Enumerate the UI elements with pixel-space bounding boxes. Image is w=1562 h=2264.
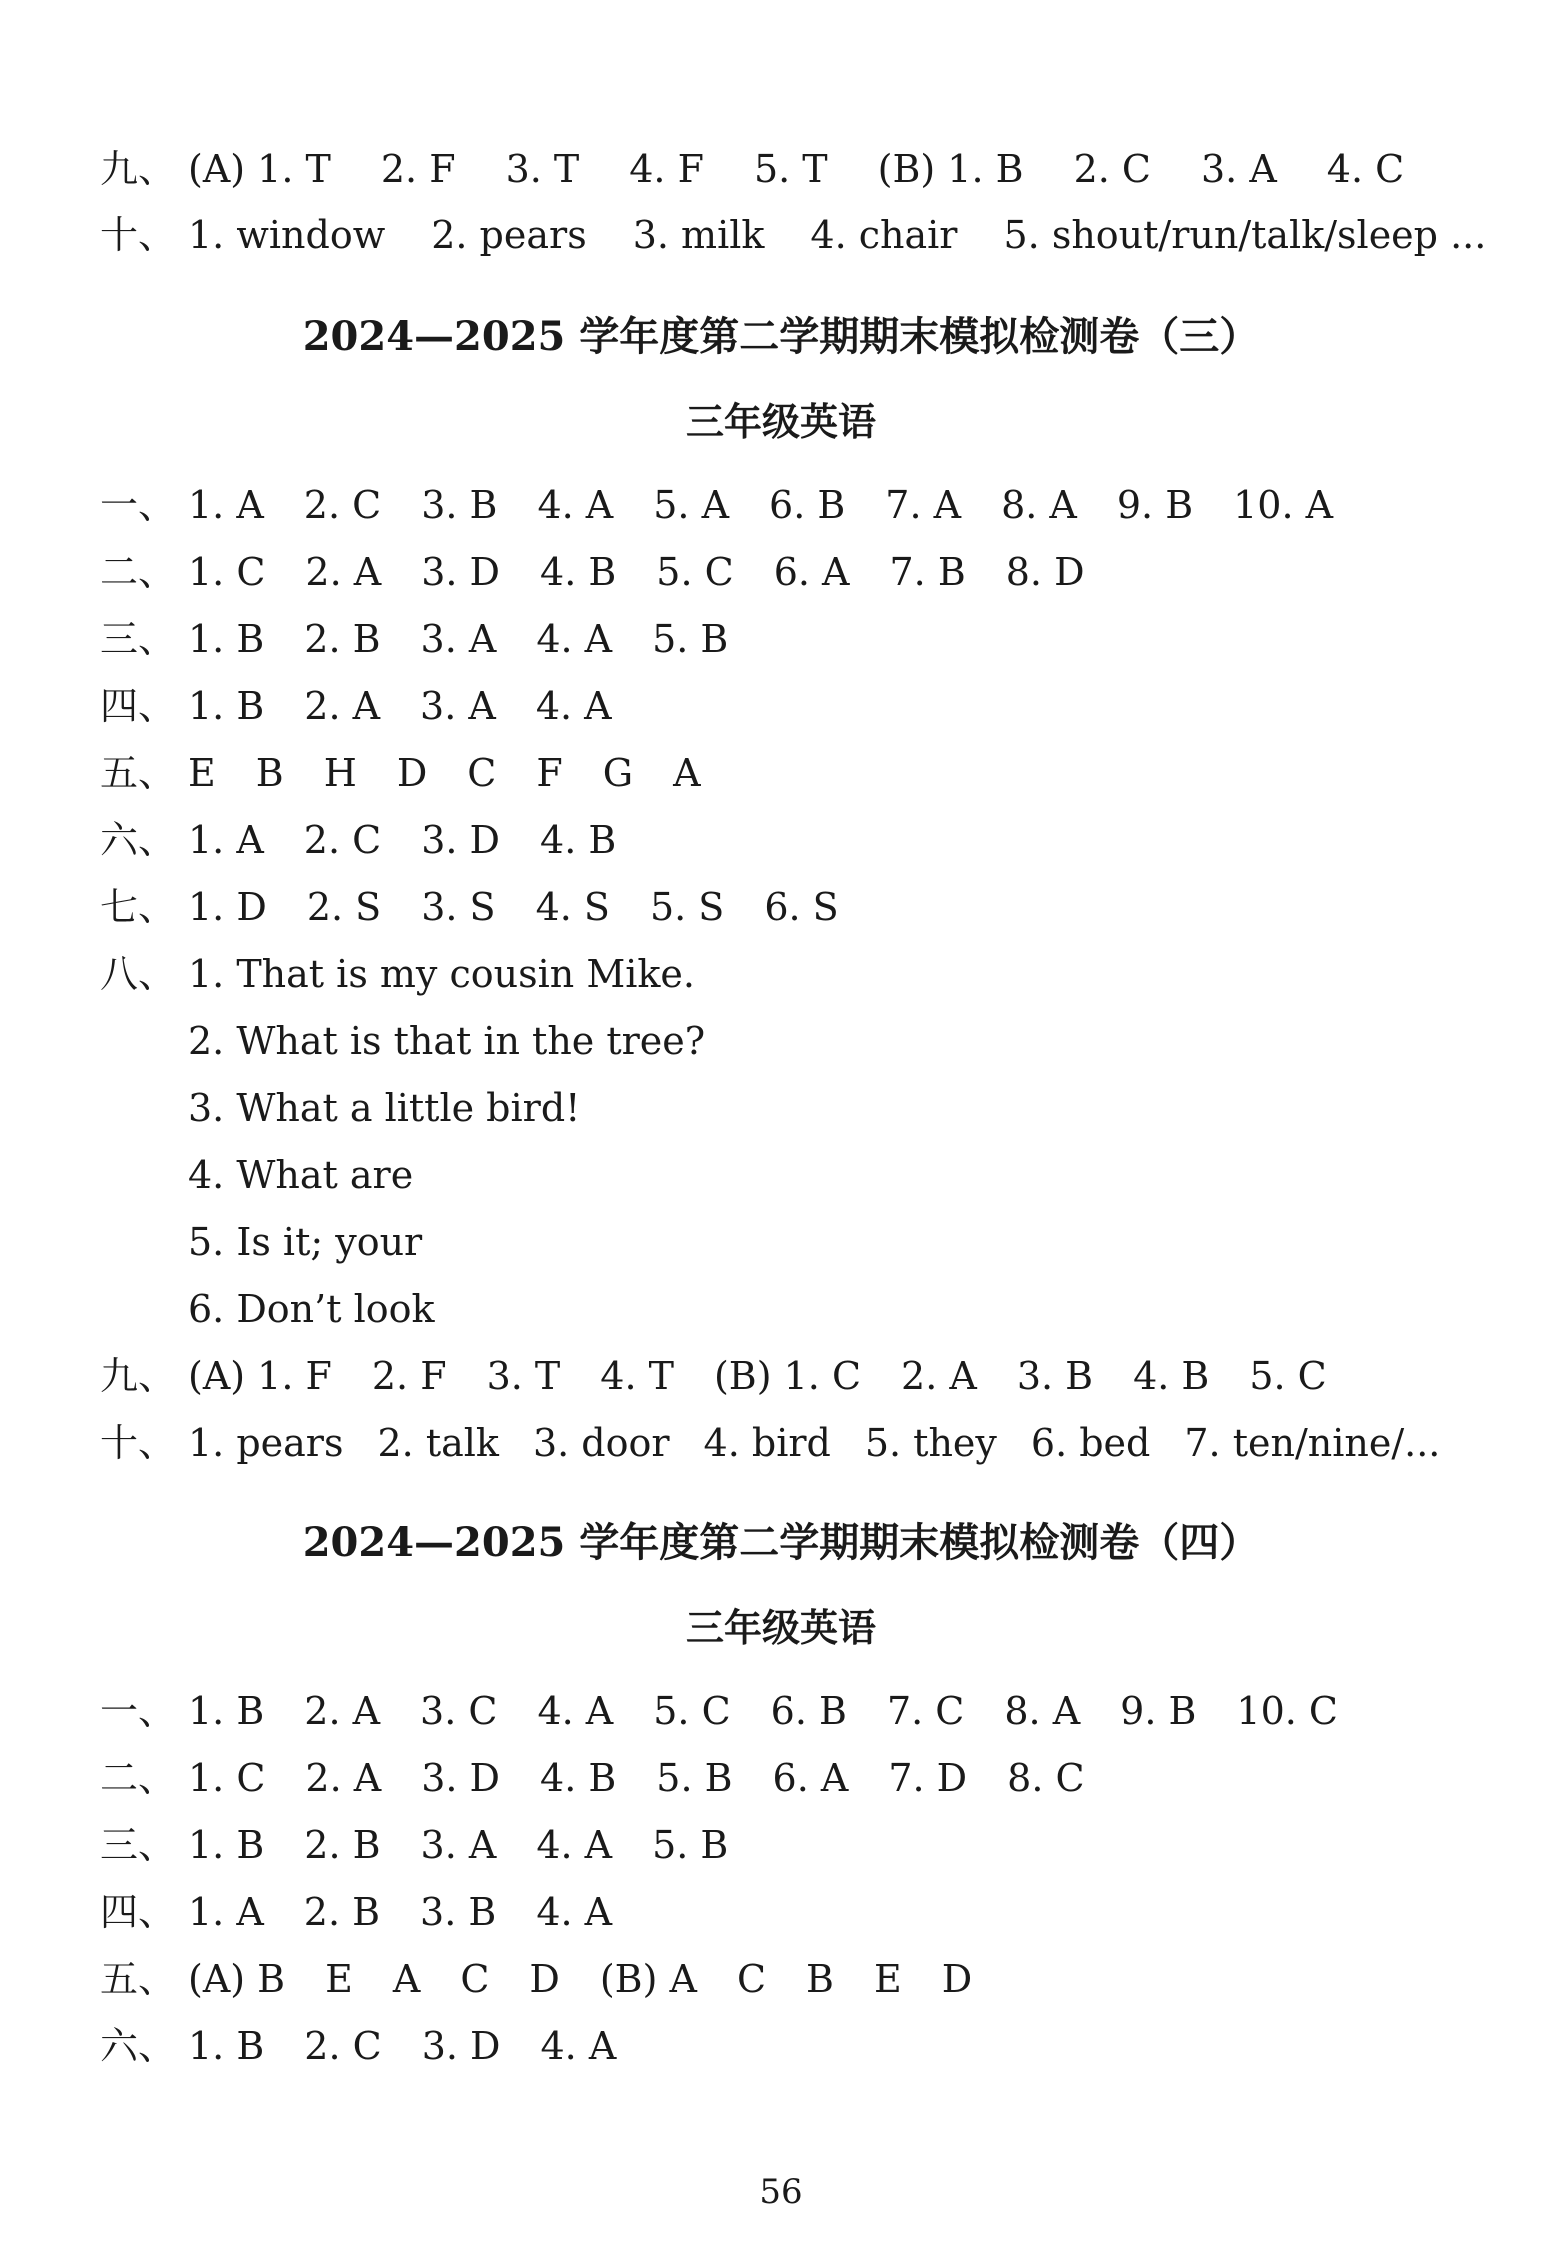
answer-row-four bbox=[100, 1887, 652, 1937]
answer-items bbox=[188, 882, 879, 932]
answer-item: 5. B bbox=[652, 617, 729, 661]
answer-item: E bbox=[873, 1957, 902, 2001]
answer-item: 3. B bbox=[420, 1890, 497, 1934]
row-label: 七、 bbox=[100, 885, 177, 929]
answer-row-seven bbox=[100, 882, 879, 932]
answer-item: 2. talk bbox=[377, 1421, 499, 1465]
answer-item: 3. B bbox=[421, 483, 498, 527]
answer-item: 2. pears bbox=[431, 213, 587, 257]
answer-item: 5. C bbox=[656, 550, 734, 594]
answer-item: 10. C bbox=[1236, 1689, 1338, 1733]
answer-item: 6. A bbox=[773, 550, 850, 594]
row-label: 一、 bbox=[100, 1689, 177, 1733]
answer-item: 4. A bbox=[540, 2024, 617, 2068]
answer-row-three bbox=[100, 614, 768, 664]
answer-item: 2. A bbox=[305, 550, 382, 594]
answer-row-two bbox=[100, 547, 1125, 597]
answer-item: (A) 1. T bbox=[188, 147, 331, 191]
answer-item: 7. C bbox=[886, 1689, 965, 1733]
answer-item: 1. C bbox=[188, 1756, 266, 1800]
answer-items bbox=[188, 547, 1125, 597]
answer-item: A bbox=[673, 751, 701, 795]
answer-item: 5. C bbox=[653, 1689, 731, 1733]
answer-item: 2. A bbox=[901, 1354, 977, 1398]
answer-items bbox=[188, 210, 1532, 260]
answer-item: (B) 1. C bbox=[713, 1354, 862, 1398]
answer-item: 3. A bbox=[420, 617, 497, 661]
row-label: 一、 bbox=[100, 483, 177, 527]
answer-item: 5. T bbox=[753, 147, 828, 191]
answer-item: 3. D bbox=[421, 818, 501, 862]
answer-items bbox=[188, 681, 652, 731]
row-label: 十、 bbox=[100, 213, 177, 257]
row-label: 八、 bbox=[100, 952, 177, 996]
answer-item: 7. ten/nine/... bbox=[1184, 1421, 1441, 1465]
answer-sentence: 3. What a little bird! bbox=[188, 1086, 581, 1130]
answer-row-ten bbox=[100, 1418, 1474, 1468]
answer-item: 5. B bbox=[652, 1823, 729, 1867]
answer-item: 2. C bbox=[303, 818, 382, 862]
answer-item: 5. they bbox=[864, 1421, 997, 1465]
answer-item: 6. B bbox=[769, 483, 846, 527]
answer-item: 4. A bbox=[537, 483, 614, 527]
answer-item: 8. A bbox=[1001, 483, 1077, 527]
answer-item: 3. B bbox=[1016, 1354, 1094, 1398]
answer-item: C bbox=[467, 751, 497, 795]
answer-item: 1. B bbox=[188, 2024, 265, 2068]
answer-item: 4. A bbox=[535, 684, 612, 728]
answer-item: 4. A bbox=[537, 1689, 614, 1733]
answer-item: D bbox=[396, 751, 428, 795]
row-label: 四、 bbox=[100, 1890, 177, 1934]
answer-item: 3. door bbox=[532, 1421, 670, 1465]
answer-item: E bbox=[325, 1957, 353, 2001]
answer-item: 9. B bbox=[1120, 1689, 1197, 1733]
answer-item: 3. D bbox=[421, 2024, 501, 2068]
answer-item: 2. F bbox=[380, 147, 456, 191]
answer-row-eight bbox=[100, 949, 695, 999]
answer-item: 4. C bbox=[1326, 147, 1405, 191]
answer-sentence: 6. Don’t look bbox=[188, 1287, 435, 1331]
answer-item: 2. C bbox=[1073, 147, 1151, 191]
answer-items bbox=[188, 1753, 1125, 1803]
answer-item: 3. T bbox=[486, 1354, 561, 1398]
answer-item: 3. A bbox=[420, 684, 496, 728]
answer-item: 2. B bbox=[304, 617, 381, 661]
answer-item: 8. D bbox=[1005, 550, 1085, 594]
answer-item: (A) B bbox=[188, 1957, 286, 2001]
answer-item: 3. D bbox=[421, 1756, 501, 1800]
answer-item: 1. A bbox=[188, 818, 264, 862]
exam-title: 2024—2025 学年度第二学期期末模拟检测卷（四） bbox=[302, 1519, 1260, 1566]
row-label: 十、 bbox=[100, 1421, 177, 1465]
answer-item: H bbox=[323, 751, 357, 795]
answer-items bbox=[188, 1954, 1012, 2004]
answer-items bbox=[188, 1351, 1367, 1401]
answer-item: 6. S bbox=[764, 885, 839, 929]
answer-row-one bbox=[100, 1686, 1378, 1736]
answer-item: (B) 1. B bbox=[877, 147, 1024, 191]
answer-item: 7. A bbox=[885, 483, 962, 527]
row-label: 三、 bbox=[100, 617, 177, 661]
answer-item: E bbox=[188, 751, 216, 795]
answer-item: 2. F bbox=[371, 1354, 447, 1398]
answer-item: (B) A bbox=[599, 1957, 697, 2001]
answer-item: 5. A bbox=[653, 483, 730, 527]
row-label: 九、 bbox=[100, 1354, 177, 1398]
exam-title: 2024—2025 学年度第二学期期末模拟检测卷（三） bbox=[302, 313, 1260, 360]
answer-items bbox=[188, 748, 741, 798]
answer-item: 6. A bbox=[772, 1756, 849, 1800]
answer-item: 4. B bbox=[540, 1756, 617, 1800]
answer-row-six bbox=[100, 2021, 656, 2071]
answer-item: 7. B bbox=[889, 550, 966, 594]
answer-item: 1. window bbox=[188, 213, 386, 257]
row-label: 二、 bbox=[100, 1756, 177, 1800]
answer-item: 4. bird bbox=[703, 1421, 831, 1465]
answer-item: 4. S bbox=[535, 885, 610, 929]
answer-items bbox=[188, 614, 768, 664]
answer-items bbox=[188, 2021, 656, 2071]
answer-sentence: 1. That is my cousin Mike. bbox=[188, 952, 695, 996]
answer-item: 3. A bbox=[420, 1823, 497, 1867]
answer-item: 3. D bbox=[421, 550, 501, 594]
exam-subtitle: 三年级英语 bbox=[685, 399, 876, 444]
answer-item: 1. D bbox=[188, 885, 267, 929]
answer-item: C bbox=[460, 1957, 490, 2001]
row-label: 九、 bbox=[100, 147, 177, 191]
answer-item: 5. shout/run/talk/sleep ... bbox=[1003, 213, 1487, 257]
answer-item: 6. B bbox=[770, 1689, 847, 1733]
answer-items bbox=[188, 480, 1373, 530]
answer-item: 6. bed bbox=[1030, 1421, 1151, 1465]
answer-items bbox=[188, 815, 656, 865]
row-label: 六、 bbox=[100, 2024, 177, 2068]
answer-items bbox=[188, 1418, 1474, 1468]
answer-sentence: 5. Is it; your bbox=[188, 1220, 423, 1264]
answer-items bbox=[188, 1887, 652, 1937]
answer-item: 1. C bbox=[188, 550, 266, 594]
answer-item: B bbox=[255, 751, 284, 795]
answer-row-ten bbox=[100, 210, 1532, 260]
page-number: 56 bbox=[759, 2172, 803, 2212]
answer-item: B bbox=[806, 1957, 834, 2001]
answer-item: 8. A bbox=[1004, 1689, 1081, 1733]
answer-item: 2. A bbox=[305, 1756, 382, 1800]
answer-item: 1. B bbox=[188, 1823, 265, 1867]
answer-item: 5. S bbox=[649, 885, 725, 929]
answer-item: 8. C bbox=[1007, 1756, 1085, 1800]
answer-item: 4. B bbox=[540, 818, 617, 862]
answer-items bbox=[188, 1820, 768, 1870]
answer-items bbox=[188, 144, 1454, 194]
answer-item: 4. A bbox=[536, 617, 613, 661]
answer-item: 10. A bbox=[1233, 483, 1334, 527]
answer-row-five bbox=[100, 748, 741, 798]
answer-item: C bbox=[736, 1957, 767, 2001]
answer-item: 4. chair bbox=[810, 213, 958, 257]
answer-row-two bbox=[100, 1753, 1125, 1803]
answer-item: (A) 1. F bbox=[188, 1354, 332, 1398]
answer-item: 2. B bbox=[304, 1823, 381, 1867]
answer-item: 2. S bbox=[306, 885, 382, 929]
answer-item: 9. B bbox=[1116, 483, 1194, 527]
answer-item: 4. A bbox=[536, 1823, 613, 1867]
answer-item: 5. C bbox=[1249, 1354, 1327, 1398]
answer-item: 5. B bbox=[656, 1756, 733, 1800]
answer-row-nine bbox=[100, 1351, 1367, 1401]
answer-row-one bbox=[100, 480, 1373, 530]
answer-item: 1. A bbox=[188, 1890, 264, 1934]
answer-item: A bbox=[392, 1957, 421, 2001]
answer-row-nine bbox=[100, 144, 1454, 194]
answer-item: 1. pears bbox=[188, 1421, 344, 1465]
row-label: 六、 bbox=[100, 818, 177, 862]
row-label: 五、 bbox=[100, 751, 177, 795]
row-label: 二、 bbox=[100, 550, 177, 594]
answer-item: 1. B bbox=[188, 684, 265, 728]
answer-item: 3. A bbox=[1200, 147, 1277, 191]
answer-item: 2. A bbox=[304, 684, 381, 728]
answer-item: 2. C bbox=[303, 483, 382, 527]
answer-item: D bbox=[529, 1957, 560, 2001]
answer-row-six bbox=[100, 815, 656, 865]
answer-item: 7. D bbox=[888, 1756, 968, 1800]
answer-item: 2. C bbox=[304, 2024, 382, 2068]
exam-subtitle: 三年级英语 bbox=[685, 1605, 876, 1650]
answer-item: G bbox=[602, 751, 634, 795]
answer-item: 4. T bbox=[600, 1354, 674, 1398]
answer-item: 1. A bbox=[188, 483, 264, 527]
answer-item: 2. B bbox=[303, 1890, 381, 1934]
answer-item: 1. B bbox=[188, 617, 265, 661]
answer-item: 3. T bbox=[505, 147, 580, 191]
answer-sentence: 4. What are bbox=[188, 1153, 414, 1197]
answer-item: 3. C bbox=[420, 1689, 498, 1733]
answer-item: 4. A bbox=[536, 1890, 613, 1934]
answer-item: D bbox=[941, 1957, 973, 2001]
answer-item: 2. A bbox=[304, 1689, 381, 1733]
answer-item: 4. B bbox=[540, 550, 617, 594]
answer-item: F bbox=[536, 751, 563, 795]
row-label: 三、 bbox=[100, 1823, 177, 1867]
answer-row-five bbox=[100, 1954, 1012, 2004]
answer-row-three bbox=[100, 1820, 768, 1870]
answer-item: 3. milk bbox=[632, 213, 765, 257]
answer-item: 1. B bbox=[188, 1689, 265, 1733]
row-label: 四、 bbox=[100, 684, 177, 728]
answer-item: 4. B bbox=[1133, 1354, 1210, 1398]
answer-items bbox=[188, 1686, 1378, 1736]
row-label: 五、 bbox=[100, 1957, 177, 2001]
answer-sentence: 2. What is that in the tree? bbox=[188, 1019, 706, 1063]
answer-item: 4. F bbox=[629, 147, 704, 191]
answer-item: 3. S bbox=[421, 885, 496, 929]
answer-row-four bbox=[100, 681, 652, 731]
